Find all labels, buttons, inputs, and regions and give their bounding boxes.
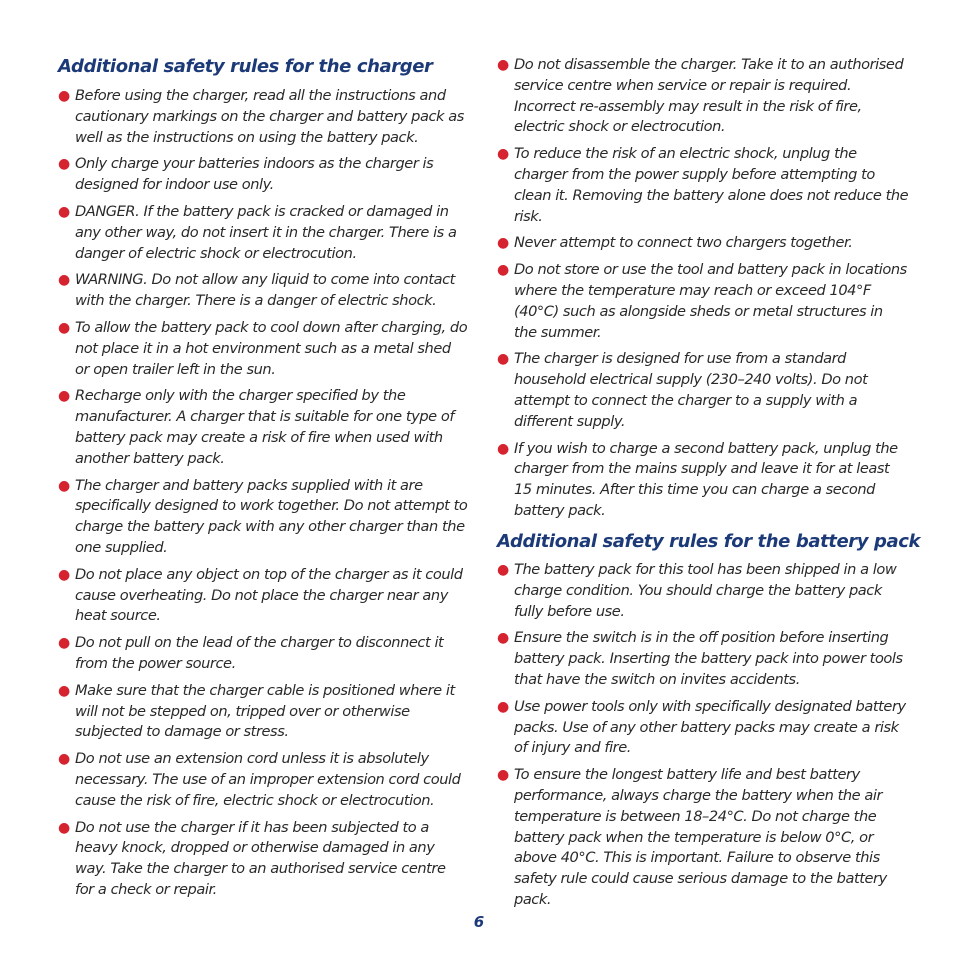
list-item: ● WARNING. Do not allow any liquid to come into contact with the charger. There is a danger of electric shock. (58, 271, 455, 310)
bullet-icon: ● (497, 562, 509, 578)
bullet-icon: ● (58, 635, 70, 652)
page-number: 6 (473, 913, 485, 931)
bullet-icon: ● (497, 440, 509, 457)
list-item: ● The charger is designed for use from a standard household electrical supply (230–240 volts). Do not attempt to connect the charger to a supply with a different supply. (497, 350, 868, 430)
list-item: ● If you wish to charge a second battery pack, unplug the charger from the mains supply and leave it for at least 15 minutes. After this time you can charge a second battery pack. (497, 439, 898, 519)
bullet-icon: ● (58, 566, 70, 583)
charger-rules-list (58, 86, 468, 907)
bullet-icon: ● (58, 682, 70, 699)
bullet-icon: ● (497, 235, 509, 252)
list-item: ● The charger and battery packs supplied with it are specifically designed to work together. Do not attempt to charge the battery pack with any other charger than the one supplied. (58, 476, 468, 556)
bullet-icon: ● (58, 88, 70, 104)
bullet-icon: ● (58, 819, 70, 836)
bullet-icon: ● (58, 751, 70, 768)
list-item: ● To reduce the risk of an electric shock, unplug the charger from the power supply before attempting to clean it. Removing the battery alone does not reduce the risk. (497, 145, 909, 225)
list-item: ● Do not store or use the tool and battery pack in locations where the temperature may reach or exceed 104°F (40°C) such as alongside sheds or metal structures in the summer. (497, 261, 907, 341)
bullet-icon: ● (58, 203, 70, 220)
bullet-icon: ● (497, 262, 509, 279)
list-item: ● Do not use the charger if it has been subjected to a heavy knock, dropped or otherwise damaged in any way. Take the charger to an authorised service centre for a check or repair. (58, 818, 446, 898)
list-item: ● DANGER. If the battery pack is cracked or damaged in any other way, do not insert it in the charger. There is a danger of electric shock or electrocution. (58, 202, 457, 262)
bullet-icon: ● (58, 388, 70, 405)
list-item: ● Do not disassemble the charger. Take it to an authorised service centre when service or repair is required. Incorrect re-assembly may result in the risk of fire, electric shock or electrocution. (497, 56, 904, 136)
battery-section-heading: Additional safety rules for the battery pack (497, 531, 921, 552)
bullet-icon: ● (497, 630, 509, 647)
bullet-icon: ● (58, 272, 70, 289)
list-item: ● The battery pack for this tool has been shipped in a low charge condition. You should charge the battery pack fully before use. (497, 561, 897, 620)
list-item: ● To ensure the longest battery life and best battery performance, always charge the battery when the air temperature is between 18–24°C. Do not charge the battery pack when the temperature is below 0°C, or above 40°C. This is important. Failure to observe this safety rule could cause serious damage to the battery pack. (497, 766, 887, 908)
charger-section-heading: Additional safety rules for the charger (58, 56, 433, 77)
battery-rules-list (497, 560, 909, 917)
bullet-icon: ● (497, 57, 509, 73)
bullet-icon: ● (58, 477, 70, 494)
list-item: ● Make sure that the charger cable is positioned where it will not be stepped on, tripped over or otherwise subjected to damage or stress. (58, 681, 455, 741)
list-item: ● Do not pull on the lead of the charger to disconnect it from the power source. (58, 634, 444, 672)
bullet-icon: ● (497, 698, 509, 715)
bullet-icon: ● (58, 319, 70, 336)
charger-rules-list-continued (497, 55, 909, 528)
list-item: ● Ensure the switch is in the off position before inserting battery pack. Inserting the battery pack into power tools that have the switch on invites accidents. (497, 629, 903, 688)
list-item: ● Do not place any object on top of the charger as it could cause overheating. Do not place the charger near any heat source. (58, 565, 463, 625)
list-item: ● Never attempt to connect two chargers together. (497, 233, 909, 254)
list-item: ● Do not use an extension cord unless it is absolutely necessary. The use of an improper extension cord could cause the risk of fire, electric shock or electrocution. (58, 750, 461, 809)
bullet-icon: ● (58, 156, 70, 173)
list-item: ● Use power tools only with specifically designated battery packs. Use of any other battery packs may create a risk of injury and fire. (497, 697, 906, 757)
list-item: ● To allow the battery pack to cool down after charging, do not place it in a hot environment such as a metal shed or open trailer left in the sun. (58, 318, 468, 378)
list-item: ● Before using the charger, read all the instructions and cautionary markings on the charger and battery pack as well as the instructions on using the battery pack. (58, 87, 464, 146)
list-item: ● Recharge only with the charger specified by the manufacturer. A charger that is suitable for one type of battery pack may create a risk of fire when used with another battery pack. (58, 387, 455, 467)
bullet-icon: ● (497, 767, 509, 784)
bullet-icon: ● (497, 146, 509, 163)
bullet-icon: ● (497, 351, 509, 368)
list-item: ● Only charge your batteries indoors as the charger is designed for indoor use only. (58, 155, 434, 194)
